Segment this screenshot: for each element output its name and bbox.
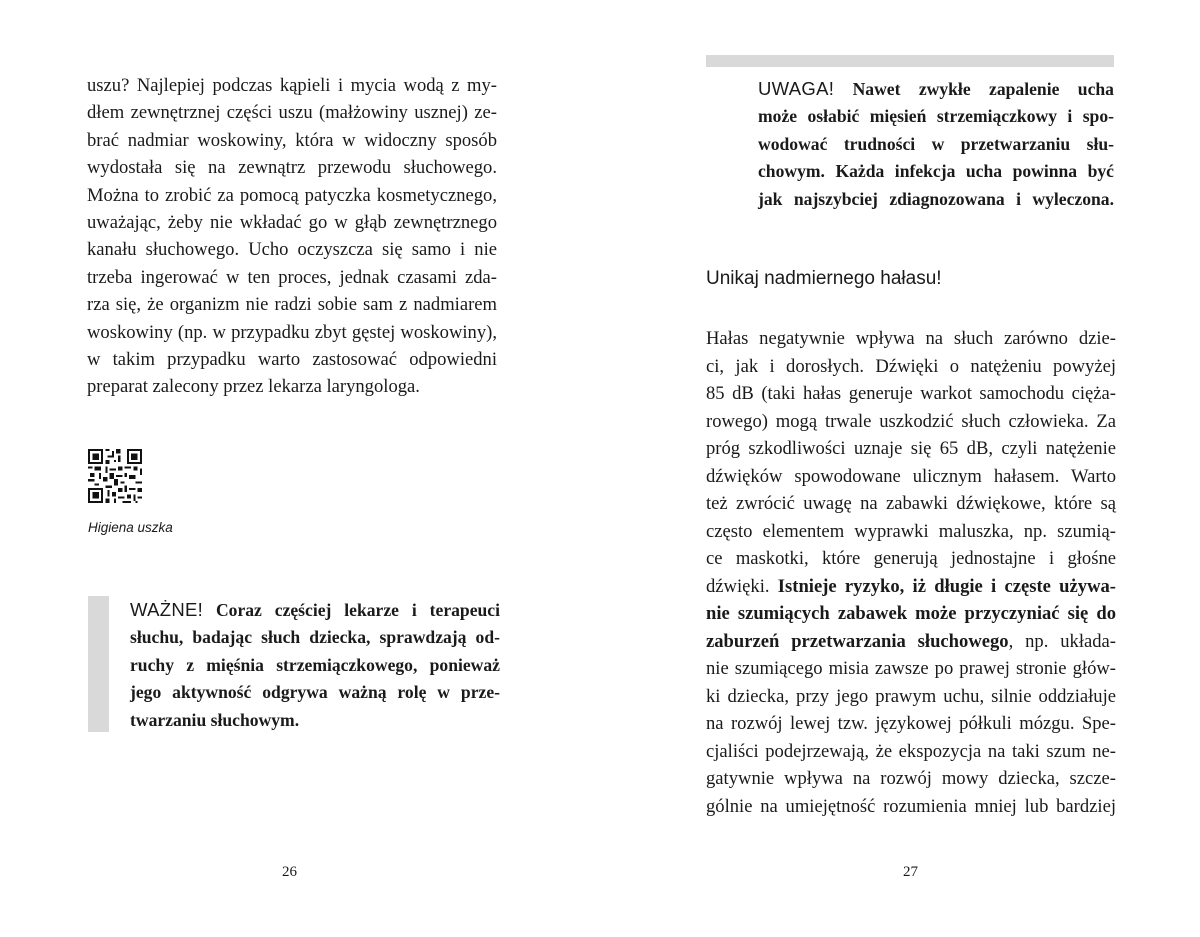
right-page — [600, 0, 1200, 937]
note-bar — [88, 596, 109, 732]
text-line: gatywnie wpływa na rozwój mowy dziecka, szcze- — [706, 768, 1116, 789]
text-line — [130, 596, 500, 624]
text-line: jak najszybciej zdiagnozowana i wyleczona. — [758, 188, 1114, 209]
body-paragraph-left — [87, 72, 497, 401]
text-line: dłem zewnętrznej części uszu (małżowiny usznej) ze- — [87, 102, 497, 124]
body-paragraph-right — [706, 325, 1116, 820]
text-line: wodować trudności w przetwarzaniu słu- — [758, 133, 1114, 154]
text-line: jego aktywność odgrywa ważną rolę w prze- — [130, 682, 500, 703]
important-note-box — [88, 596, 500, 732]
text-line: 85 dB (taki hałas generuje warkot samochodu cięża- — [706, 383, 1116, 404]
qr-caption: Higiena uszka — [88, 520, 173, 535]
section-heading: Unikaj nadmiernego hałasu! — [706, 268, 942, 289]
text-line: kanału słuchowego. Ucho oczyszcza się samo i nie — [87, 239, 497, 261]
text-line: gólnie na umiejętność rozumienia mniej lub bardziej — [706, 795, 1116, 817]
note-label: UWAGA! — [758, 78, 835, 99]
text-line — [706, 628, 1116, 656]
text-line: ce maskotki, które generują jednostajne i głośne — [706, 548, 1116, 569]
text-line: też zwrócić uwagę na zabawki dźwiękowe, które są — [706, 493, 1116, 514]
text-line: ki dziecka, przy jego prawym uchu, silnie oddziałuje — [706, 685, 1116, 707]
text-line: na rozwój lewej tzw. językowej półkuli mózgu. Spe- — [706, 713, 1116, 734]
text-line: nie szumiącego misia zawsze po prawej stronie głów- — [706, 658, 1116, 679]
qr-code[interactable] — [88, 449, 142, 503]
text-span: , np. układa- — [1008, 630, 1116, 652]
page-number: 27 — [903, 864, 918, 880]
text-line: rza się, że organizm nie radzi sobie sam z nadmiarem — [87, 294, 497, 316]
text-line: może osłabić mięsień strzemiączkowy i spo- — [758, 106, 1114, 127]
text-line: nie szumiących zabawek może przyczyniać się do — [706, 603, 1116, 624]
text-line: ci, jak i dorosłych. Dźwięki o natężeniu powyżej — [706, 355, 1116, 377]
note-bar — [706, 55, 1114, 67]
text-line: uważając, żeby nie wkładać go w głąb zewnętrznego — [87, 212, 497, 234]
text-line: Hałas negatywnie wpływa na słuch zarówno dzie- — [706, 328, 1116, 349]
text-span: Nawet zwykłe zapalenie ucha — [852, 79, 1114, 99]
page-number: 26 — [282, 864, 297, 880]
warning-note-box — [706, 55, 1114, 215]
emphasis-text: zaburzeń przetwarzania słuchowego — [706, 630, 1009, 652]
text-line: słuchu, badając słuch dziecka, sprawdzają od- — [130, 627, 500, 648]
text-line: preparat zalecony przez lekarza laryngologa. — [87, 376, 420, 398]
text-line: Można to zrobić za pomocą patyczka kosmetycznego, — [87, 184, 497, 206]
text-line: ruchy z mięśnia strzemiączkowego, ponieważ — [130, 654, 500, 675]
note-text — [130, 596, 500, 734]
text-span: Coraz częściej lekarze i terapeuci — [215, 600, 500, 620]
note-text — [758, 75, 1114, 213]
text-line: w takim przypadku warto zastosować odpowiedni — [87, 349, 497, 371]
text-line: rowego) mogą trwale uszkodzić słuch człowieka. Za — [706, 410, 1116, 432]
text-line — [706, 573, 1116, 601]
text-line: cjaliści podejrzewają, że ekspozycja na taki szum ne- — [706, 740, 1116, 762]
text-line: woskowiny (np. w przypadku zbyt gęstej woskowiny), — [87, 321, 497, 343]
emphasis-text: Istnieje ryzyko, iż długie i częste używa- — [777, 575, 1116, 597]
text-line: uszu? Najlepiej podczas kąpieli i mycia wodą z my- — [87, 75, 497, 96]
text-line: brać nadmiar woskowiny, która w widoczny sposób — [87, 129, 497, 151]
text-line: próg szkodliwości uznaje się 65 dB, czyli natężenie — [706, 438, 1116, 459]
text-line: często elementem wyprawki maluszka, np. szumią- — [706, 520, 1116, 542]
text-line: twarzaniu słuchowym. — [130, 709, 300, 730]
text-line — [758, 75, 1114, 103]
text-span: dźwięki. — [706, 575, 770, 597]
text-line: trzeba ingerować w ten proces, jednak czasami zda- — [87, 266, 497, 288]
note-label: WAŻNE! — [130, 599, 204, 620]
text-line: wydostała się na zewnątrz przewodu słuchowego. — [87, 157, 497, 179]
text-line: dźwięków spowodowane ulicznym hałasem. Warto — [706, 465, 1116, 487]
text-line: chowym. Każda infekcja ucha powinna być — [758, 161, 1114, 182]
